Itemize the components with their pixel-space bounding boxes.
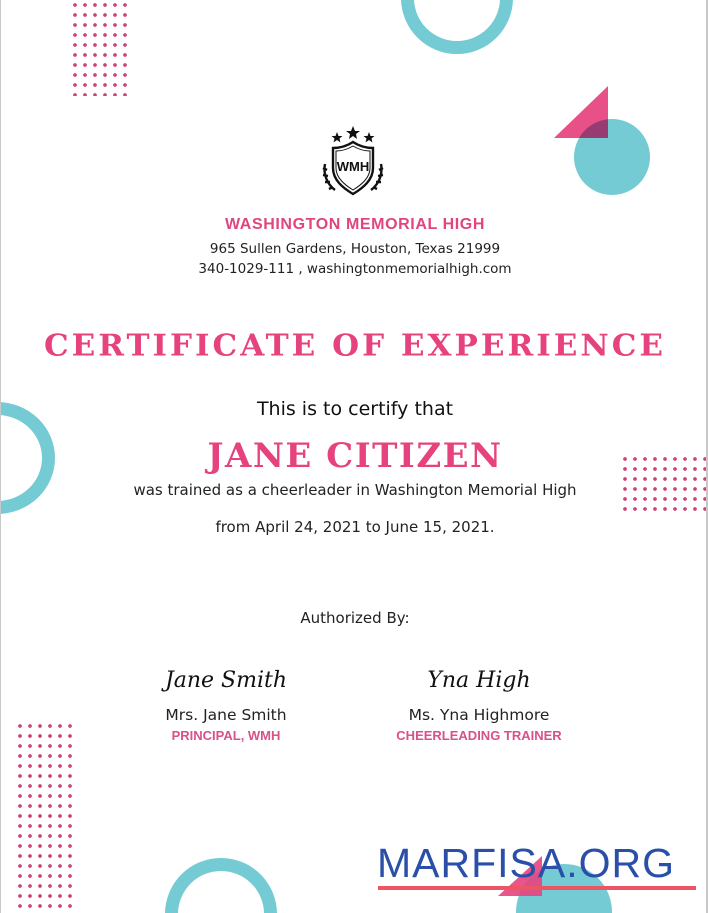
school-contact: 340-1029-111 , washingtonmemorialhigh.com [198, 261, 512, 277]
signatory-name: Mrs. Jane Smith [165, 706, 287, 724]
school-name: WASHINGTON MEMORIAL HIGH [224, 216, 486, 233]
signatory-principal [126, 668, 326, 743]
dot-pattern-top-left [70, 0, 130, 96]
school-crest-icon [317, 124, 389, 198]
dot-pattern-bottom-left [15, 721, 75, 913]
signatory-trainer [379, 668, 579, 743]
teal-ring-bottom [165, 858, 277, 913]
school-address: 965 Sullen Gardens, Houston, Texas 21999 [209, 241, 501, 257]
signature-trainer: Yna High [427, 668, 531, 693]
recipient-name: JANE CITIZEN [207, 436, 503, 476]
signatory-role: PRINCIPAL, WMH [171, 728, 281, 743]
signatory-name: Ms. Yna Highmore [408, 706, 550, 724]
signatory-role: CHEERLEADING TRAINER [396, 728, 562, 743]
certify-intro: This is to certify that [256, 398, 454, 420]
watermark-text: MARFISA.ORG [377, 840, 676, 886]
authorized-by-label: Authorized By: [300, 609, 410, 627]
signature-principal: Jane Smith [164, 668, 288, 693]
certificate-title: CERTIFICATE OF EXPERIENCE [43, 328, 667, 364]
watermark-underline [378, 886, 696, 890]
teal-ring-top [401, 0, 513, 54]
certificate-period: from April 24, 2021 to June 15, 2021. [215, 518, 495, 536]
triangle-overlap-shape [574, 119, 650, 195]
svg-text:WMH: WMH [336, 159, 370, 174]
certificate-description: was trained as a cheerleader in Washington Memorial High [133, 481, 577, 499]
